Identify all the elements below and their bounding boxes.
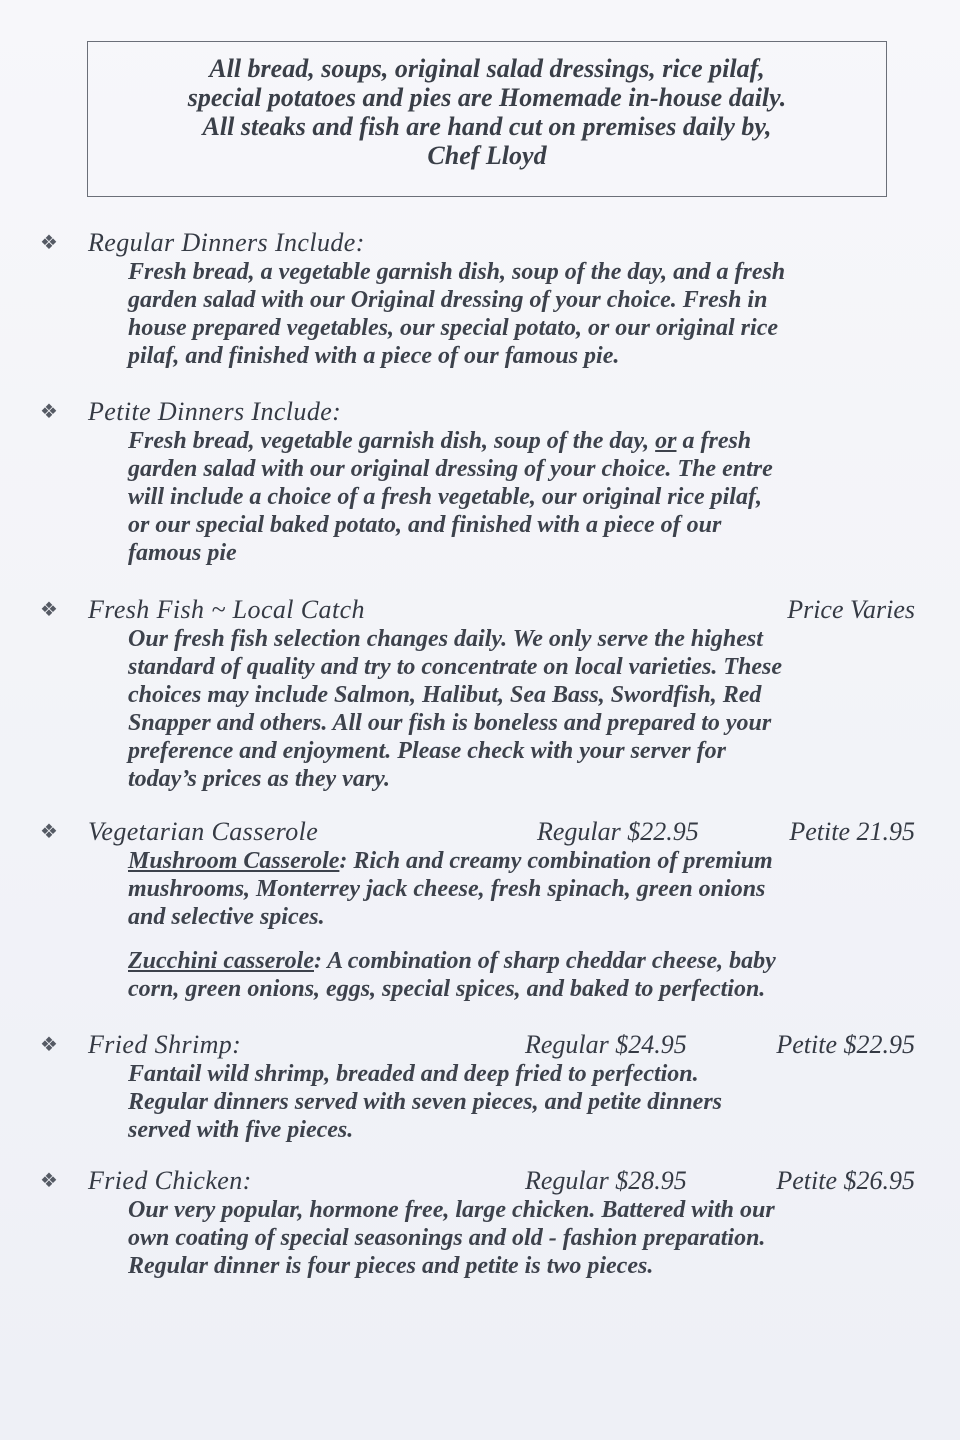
diamond-bullet-icon: ❖ [40, 821, 58, 843]
homemade-notice-box [87, 41, 887, 197]
fresh-fish-description [40, 625, 915, 793]
fried-chicken-description [40, 1196, 915, 1280]
diamond-bullet-icon: ❖ [40, 1170, 58, 1192]
description-line: garden salad with our Original dressing of your choice. Fresh in [128, 287, 768, 313]
description-line: pilaf, and finished with a piece of our famous pie. [128, 343, 620, 369]
description-line [128, 847, 915, 875]
fresh-fish-section [40, 595, 915, 793]
petite-price: Petite $26.95 [776, 1166, 915, 1195]
description-line: famous pie [128, 540, 237, 566]
fried-chicken-section [40, 1166, 915, 1280]
notice-line: All steaks and fish are hand cut on premises daily by, [202, 112, 772, 141]
petite-price: Petite 21.95 [789, 817, 915, 846]
diamond-bullet-icon: ❖ [40, 599, 58, 621]
mushroom-casserole-label: Mushroom Casserole [128, 848, 340, 874]
section-heading-row [40, 1166, 915, 1196]
description-text: : A combination of sharp cheddar cheese, baby [314, 948, 776, 974]
description-line: house prepared vegetables, our special potato, or our original rice [128, 315, 778, 341]
description-line [128, 947, 915, 975]
description-text: Fresh bread, vegetable garnish dish, soup of the day, [128, 428, 656, 454]
description-line: own coating of special seasonings and old - fashion preparation. [128, 1225, 766, 1251]
section-heading-row [40, 817, 915, 847]
description-text: a fresh [676, 428, 752, 454]
description-line: mushrooms, Monterrey jack cheese, fresh spinach, green onions [128, 876, 766, 902]
zucchini-casserole-label: Zucchini casserole [128, 948, 314, 974]
section-heading-row [40, 595, 915, 625]
description-line: or our special baked potato, and finished with a piece of our [128, 512, 722, 538]
description-line: standard of quality and try to concentrate on local varieties. These [128, 654, 782, 680]
zucchini-casserole-description [40, 947, 915, 1003]
mushroom-casserole-description [40, 847, 915, 931]
section-heading-row [40, 1030, 915, 1060]
description-line: Regular dinners served with seven pieces, and petite dinners [128, 1089, 722, 1115]
description-line: corn, green onions, eggs, special spices, and baked to perfection. [128, 976, 766, 1002]
description-line: Our very popular, hormone free, large chicken. Battered with our [128, 1197, 775, 1223]
regular-price: Regular $22.95 [537, 817, 699, 846]
section-heading-row [40, 228, 915, 258]
or-emphasis: or [655, 428, 677, 454]
description-line: will include a choice of a fresh vegetable, our original rice pilaf, [128, 484, 762, 510]
vegetarian-casserole-section [40, 817, 915, 1003]
petite-dinners-description [40, 427, 915, 567]
description-line: Fresh bread, a vegetable garnish dish, soup of the day, and a fresh [128, 259, 786, 285]
fresh-fish-price: Price Varies [787, 595, 915, 624]
fried-shrimp-section [40, 1030, 915, 1144]
diamond-bullet-icon: ❖ [40, 401, 58, 423]
petite-price: Petite $22.95 [776, 1030, 915, 1059]
description-line: today’s prices as they vary. [128, 766, 390, 792]
description-line: garden salad with our original dressing of your choice. The entre [128, 456, 773, 482]
description-line: preference and enjoyment. Please check with your server for [128, 738, 726, 764]
vegetarian-casserole-heading: Vegetarian Casserole [88, 817, 319, 846]
description-line: Fantail wild shrimp, breaded and deep fried to perfection. [128, 1061, 699, 1087]
description-line [128, 427, 915, 455]
description-line: Snapper and others. All our fish is boneless and prepared to your [128, 710, 772, 736]
regular-price: Regular $24.95 [525, 1030, 687, 1059]
petite-dinners-section [40, 397, 915, 567]
regular-dinners-description [40, 258, 915, 370]
description-line: choices may include Salmon, Halibut, Sea Bass, Swordfish, Red [128, 682, 762, 708]
section-heading-row [40, 397, 915, 427]
diamond-bullet-icon: ❖ [40, 1034, 58, 1056]
diamond-bullet-icon: ❖ [40, 232, 58, 254]
fried-shrimp-description [40, 1060, 915, 1144]
petite-dinners-heading: Petite Dinners Include: [88, 397, 342, 426]
regular-dinners-section [40, 228, 915, 370]
notice-line: special potatoes and pies are Homemade in-house daily. [187, 83, 787, 112]
description-line: Regular dinner is four pieces and petite is two pieces. [128, 1253, 654, 1279]
fried-shrimp-heading: Fried Shrimp: [88, 1030, 242, 1059]
fried-chicken-heading: Fried Chicken: [88, 1166, 252, 1195]
description-text: : Rich and creamy combination of premium [339, 848, 773, 874]
description-line: and selective spices. [128, 904, 325, 930]
fresh-fish-heading: Fresh Fish ~ Local Catch [88, 595, 365, 624]
notice-line: Chef Lloyd [427, 141, 547, 170]
notice-line: All bread, soups, original salad dressings, rice pilaf, [209, 54, 765, 83]
spacer [40, 931, 915, 947]
description-line: Our fresh fish selection changes daily. We only serve the highest [128, 626, 763, 652]
description-line: served with five pieces. [128, 1117, 354, 1143]
regular-price: Regular $28.95 [525, 1166, 687, 1195]
regular-dinners-heading: Regular Dinners Include: [88, 228, 365, 257]
